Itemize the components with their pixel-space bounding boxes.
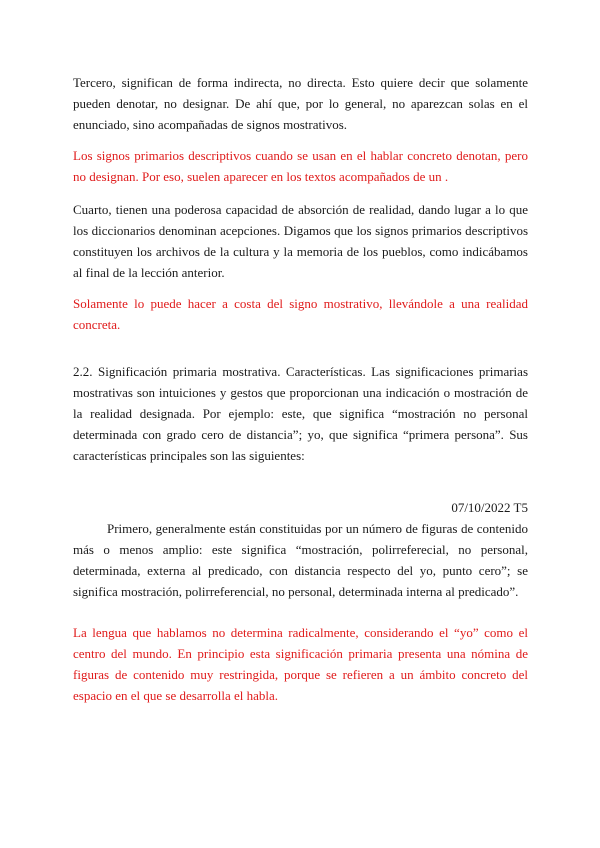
note-descriptivos: Los signos primarios descriptivos cuando se usan en el hablar concreto denotan, pero no designan. Por eso, suelen aparecer en los textos acompañados de un .	[73, 148, 528, 184]
paragraph-cuarto: Cuarto, tienen una poderosa capacidad de absorción de realidad, dando lugar a lo que los diccionarios denominan acepciones. Digamos que los signos primarios descriptivos constituyen los archivos de la cultura y la memoria de los pueblos, como indicábamos al final de la lección anterior.	[73, 202, 528, 280]
paragraph-primero: Primero, generalmente están constituidas por un número de figuras de contenido más o menos amplio: este significa “mostración, polirreferecial, no personal, determinada, externa al predicado, con distancia respecto del yo, punto cero”; se significa mostración, polirreferencial, no personal, determinada interna al predicado”.	[73, 521, 528, 599]
note-signo-mostrativo: Solamente lo puede hacer a costa del signo mostrativo, llevándole a una realidad concreta.	[73, 296, 528, 332]
date-label: 07/10/2022 T5	[451, 500, 528, 515]
note-lengua: La lengua que hablamos no determina radicalmente, considerando el “yo” como el centro del mundo. En principio esta significación primaria presenta una nómina de figuras de contenido muy restringida, porque se refieren a un ámbito concreto del espacio en el que se desarrolla el habla.	[73, 625, 528, 703]
section-2-2-paragraph: 2.2. Significación primaria mostrativa. Características. Las significaciones primarias mostrativas son intuiciones y gestos que proporcionan una indicación o mostración de la realidad designada. Por ejemplo: este, que significa “mostración no personal determinada con grado cero de distancia”; yo, que significa “primera persona”. Sus características principales son las siguientes:	[73, 364, 528, 463]
paragraph-tercero: Tercero, significan de forma indirecta, no directa. Esto quiere decir que solamente pueden denotar, no designar. De ahí que, por lo general, no aparezcan solas en el enunciado, sino acompañadas de signos mostrativos.	[73, 75, 528, 132]
